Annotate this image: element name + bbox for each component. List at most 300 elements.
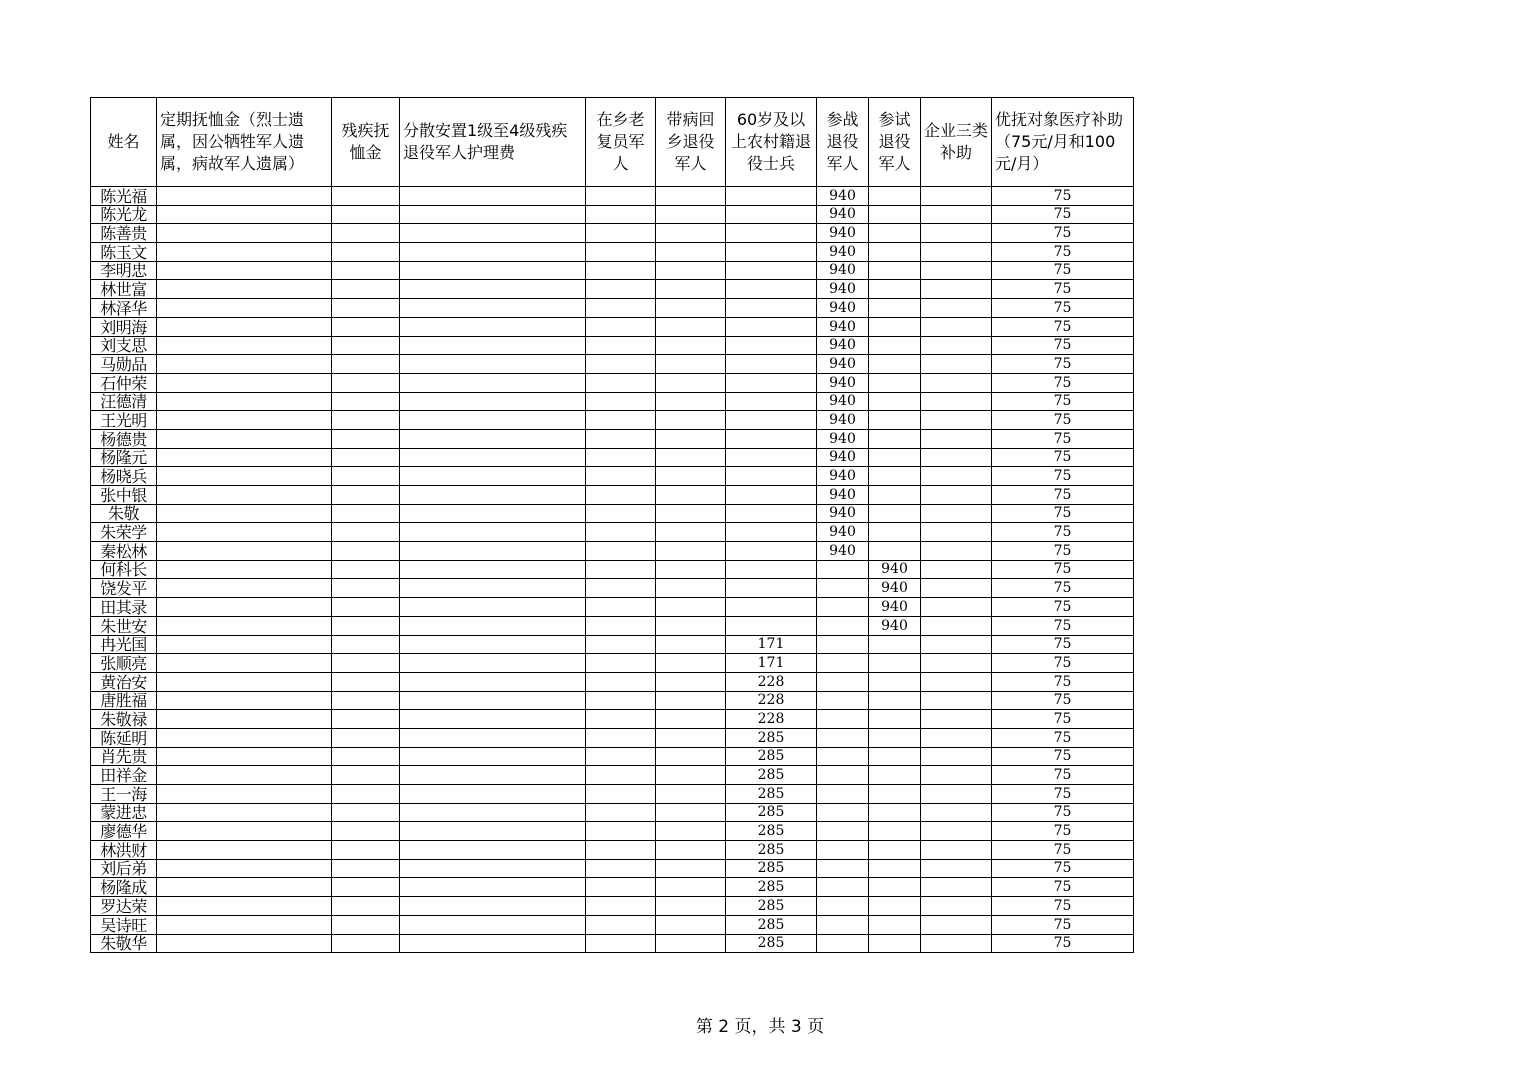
cell-periodic-pension bbox=[157, 560, 332, 579]
cell-periodic-pension bbox=[157, 243, 332, 262]
cell-illness-veteran bbox=[656, 523, 726, 542]
cell-enterprise-subsidy bbox=[921, 841, 992, 860]
cell-veteran-rural bbox=[586, 710, 656, 729]
cell-combat-veteran bbox=[817, 598, 869, 617]
cell-test-veteran bbox=[869, 448, 921, 467]
cell-medical-subsidy: 75 bbox=[992, 355, 1134, 374]
table-row bbox=[91, 822, 1134, 841]
cell-medical-subsidy: 75 bbox=[992, 560, 1134, 579]
cell-combat-veteran: 940 bbox=[817, 261, 869, 280]
cell-nursing-fee bbox=[400, 822, 586, 841]
cell-illness-veteran bbox=[656, 654, 726, 673]
table-row bbox=[91, 299, 1134, 318]
cell-combat-veteran bbox=[817, 878, 869, 897]
table-row bbox=[91, 467, 1134, 486]
header-row bbox=[91, 98, 1134, 187]
cell-veteran-rural bbox=[586, 523, 656, 542]
cell-enterprise-subsidy bbox=[921, 243, 992, 262]
person-name-cell: 吴诗旺 bbox=[91, 915, 157, 934]
cell-nursing-fee bbox=[400, 560, 586, 579]
cell-rural-soldier-60 bbox=[726, 504, 817, 523]
cell-medical-subsidy: 75 bbox=[992, 429, 1134, 448]
cell-periodic-pension bbox=[157, 691, 332, 710]
cell-combat-veteran bbox=[817, 841, 869, 860]
table-row bbox=[91, 523, 1134, 542]
cell-test-veteran bbox=[869, 523, 921, 542]
cell-veteran-rural bbox=[586, 467, 656, 486]
cell-combat-veteran bbox=[817, 560, 869, 579]
cell-combat-veteran bbox=[817, 691, 869, 710]
cell-rural-soldier-60 bbox=[726, 373, 817, 392]
cell-medical-subsidy: 75 bbox=[992, 654, 1134, 673]
cell-medical-subsidy: 75 bbox=[992, 187, 1134, 206]
cell-medical-subsidy: 75 bbox=[992, 710, 1134, 729]
cell-nursing-fee bbox=[400, 467, 586, 486]
cell-veteran-rural bbox=[586, 299, 656, 318]
cell-test-veteran bbox=[869, 504, 921, 523]
cell-enterprise-subsidy bbox=[921, 224, 992, 243]
cell-rural-soldier-60 bbox=[726, 467, 817, 486]
cell-disability-pension bbox=[332, 822, 400, 841]
cell-medical-subsidy: 75 bbox=[992, 411, 1134, 430]
cell-combat-veteran bbox=[817, 803, 869, 822]
cell-periodic-pension bbox=[157, 224, 332, 243]
person-name-cell: 杨晓兵 bbox=[91, 467, 157, 486]
cell-nursing-fee bbox=[400, 429, 586, 448]
cell-test-veteran bbox=[869, 859, 921, 878]
cell-medical-subsidy: 75 bbox=[992, 261, 1134, 280]
cell-test-veteran bbox=[869, 261, 921, 280]
cell-medical-subsidy: 75 bbox=[992, 859, 1134, 878]
cell-enterprise-subsidy bbox=[921, 766, 992, 785]
cell-enterprise-subsidy bbox=[921, 205, 992, 224]
table-row bbox=[91, 317, 1134, 336]
cell-test-veteran bbox=[869, 373, 921, 392]
cell-periodic-pension bbox=[157, 598, 332, 617]
cell-test-veteran bbox=[869, 224, 921, 243]
cell-periodic-pension bbox=[157, 392, 332, 411]
cell-test-veteran bbox=[869, 392, 921, 411]
cell-veteran-rural bbox=[586, 635, 656, 654]
cell-test-veteran bbox=[869, 822, 921, 841]
cell-disability-pension bbox=[332, 728, 400, 747]
cell-veteran-rural bbox=[586, 280, 656, 299]
cell-illness-veteran bbox=[656, 785, 726, 804]
cell-periodic-pension bbox=[157, 859, 332, 878]
cell-disability-pension bbox=[332, 654, 400, 673]
person-name-cell: 田祥金 bbox=[91, 766, 157, 785]
cell-illness-veteran bbox=[656, 504, 726, 523]
cell-nursing-fee bbox=[400, 486, 586, 505]
cell-test-veteran bbox=[869, 728, 921, 747]
person-name-cell: 杨德贵 bbox=[91, 429, 157, 448]
cell-periodic-pension bbox=[157, 803, 332, 822]
cell-disability-pension bbox=[332, 486, 400, 505]
cell-rural-soldier-60 bbox=[726, 392, 817, 411]
cell-medical-subsidy: 75 bbox=[992, 747, 1134, 766]
table-row bbox=[91, 187, 1134, 206]
cell-disability-pension bbox=[332, 448, 400, 467]
cell-combat-veteran bbox=[817, 934, 869, 953]
cell-nursing-fee bbox=[400, 504, 586, 523]
cell-medical-subsidy: 75 bbox=[992, 280, 1134, 299]
cell-enterprise-subsidy bbox=[921, 822, 992, 841]
cell-periodic-pension bbox=[157, 205, 332, 224]
cell-rural-soldier-60: 285 bbox=[726, 747, 817, 766]
cell-periodic-pension bbox=[157, 373, 332, 392]
cell-enterprise-subsidy bbox=[921, 299, 992, 318]
cell-illness-veteran bbox=[656, 747, 726, 766]
cell-enterprise-subsidy bbox=[921, 373, 992, 392]
cell-enterprise-subsidy bbox=[921, 542, 992, 561]
cell-test-veteran bbox=[869, 635, 921, 654]
table-row bbox=[91, 224, 1134, 243]
person-name-cell: 朱世安 bbox=[91, 616, 157, 635]
cell-illness-veteran bbox=[656, 672, 726, 691]
cell-disability-pension bbox=[332, 523, 400, 542]
cell-combat-veteran: 940 bbox=[817, 448, 869, 467]
cell-combat-veteran: 940 bbox=[817, 467, 869, 486]
cell-disability-pension bbox=[332, 616, 400, 635]
cell-disability-pension bbox=[332, 934, 400, 953]
cell-periodic-pension bbox=[157, 280, 332, 299]
cell-disability-pension bbox=[332, 205, 400, 224]
cell-combat-veteran bbox=[817, 766, 869, 785]
page-number: 第 2 页，共 3 页 bbox=[695, 1017, 825, 1037]
person-name-cell: 唐胜福 bbox=[91, 691, 157, 710]
cell-combat-veteran bbox=[817, 616, 869, 635]
table-row bbox=[91, 728, 1134, 747]
cell-veteran-rural bbox=[586, 747, 656, 766]
cell-enterprise-subsidy bbox=[921, 803, 992, 822]
cell-enterprise-subsidy bbox=[921, 635, 992, 654]
cell-disability-pension bbox=[332, 766, 400, 785]
cell-illness-veteran bbox=[656, 392, 726, 411]
cell-disability-pension bbox=[332, 373, 400, 392]
cell-test-veteran: 940 bbox=[869, 598, 921, 617]
table-row bbox=[91, 691, 1134, 710]
person-name-cell: 刘后弟 bbox=[91, 859, 157, 878]
cell-medical-subsidy: 75 bbox=[992, 542, 1134, 561]
table-row bbox=[91, 280, 1134, 299]
cell-enterprise-subsidy bbox=[921, 934, 992, 953]
cell-illness-veteran bbox=[656, 224, 726, 243]
person-name-cell: 王光明 bbox=[91, 411, 157, 430]
cell-illness-veteran bbox=[656, 859, 726, 878]
cell-nursing-fee bbox=[400, 355, 586, 374]
cell-enterprise-subsidy bbox=[921, 261, 992, 280]
cell-illness-veteran bbox=[656, 803, 726, 822]
cell-rural-soldier-60: 285 bbox=[726, 878, 817, 897]
cell-enterprise-subsidy bbox=[921, 560, 992, 579]
cell-medical-subsidy: 75 bbox=[992, 598, 1134, 617]
cell-rural-soldier-60 bbox=[726, 243, 817, 262]
cell-test-veteran bbox=[869, 915, 921, 934]
person-name-cell: 冉光国 bbox=[91, 635, 157, 654]
cell-periodic-pension bbox=[157, 336, 332, 355]
cell-combat-veteran bbox=[817, 579, 869, 598]
cell-illness-veteran bbox=[656, 579, 726, 598]
cell-disability-pension bbox=[332, 672, 400, 691]
cell-enterprise-subsidy bbox=[921, 392, 992, 411]
cell-nursing-fee bbox=[400, 710, 586, 729]
benefits-table bbox=[90, 97, 1134, 953]
cell-test-veteran bbox=[869, 878, 921, 897]
cell-medical-subsidy: 75 bbox=[992, 504, 1134, 523]
column-header-test-veteran: 参试退役军人 bbox=[869, 98, 921, 187]
cell-medical-subsidy: 75 bbox=[992, 635, 1134, 654]
cell-nursing-fee bbox=[400, 317, 586, 336]
cell-nursing-fee bbox=[400, 598, 586, 617]
cell-rural-soldier-60 bbox=[726, 523, 817, 542]
cell-periodic-pension bbox=[157, 841, 332, 860]
cell-illness-veteran bbox=[656, 691, 726, 710]
column-header-periodic-pension: 定期抚恤金（烈士遗属，因公牺牲军人遗属，病故军人遗属） bbox=[157, 98, 332, 187]
cell-veteran-rural bbox=[586, 654, 656, 673]
cell-periodic-pension bbox=[157, 448, 332, 467]
person-name-cell: 陈光福 bbox=[91, 187, 157, 206]
cell-illness-veteran bbox=[656, 280, 726, 299]
person-name-cell: 刘明海 bbox=[91, 317, 157, 336]
cell-veteran-rural bbox=[586, 766, 656, 785]
cell-test-veteran: 940 bbox=[869, 560, 921, 579]
person-name-cell: 廖德华 bbox=[91, 822, 157, 841]
cell-veteran-rural bbox=[586, 691, 656, 710]
person-name-cell: 朱敬禄 bbox=[91, 710, 157, 729]
cell-veteran-rural bbox=[586, 243, 656, 262]
cell-enterprise-subsidy bbox=[921, 616, 992, 635]
table-row bbox=[91, 579, 1134, 598]
cell-test-veteran: 940 bbox=[869, 579, 921, 598]
cell-enterprise-subsidy bbox=[921, 878, 992, 897]
cell-periodic-pension bbox=[157, 355, 332, 374]
cell-nursing-fee bbox=[400, 766, 586, 785]
person-name-cell: 石仲荣 bbox=[91, 373, 157, 392]
cell-enterprise-subsidy bbox=[921, 654, 992, 673]
cell-veteran-rural bbox=[586, 841, 656, 860]
cell-disability-pension bbox=[332, 224, 400, 243]
cell-nursing-fee bbox=[400, 635, 586, 654]
person-name-cell: 林世富 bbox=[91, 280, 157, 299]
cell-disability-pension bbox=[332, 710, 400, 729]
cell-enterprise-subsidy bbox=[921, 747, 992, 766]
person-name-cell: 罗达荣 bbox=[91, 897, 157, 916]
cell-combat-veteran: 940 bbox=[817, 373, 869, 392]
person-name-cell: 朱敬 bbox=[91, 504, 157, 523]
cell-nursing-fee bbox=[400, 897, 586, 916]
cell-periodic-pension bbox=[157, 299, 332, 318]
cell-periodic-pension bbox=[157, 934, 332, 953]
cell-combat-veteran bbox=[817, 672, 869, 691]
cell-veteran-rural bbox=[586, 486, 656, 505]
cell-disability-pension bbox=[332, 579, 400, 598]
cell-medical-subsidy: 75 bbox=[992, 841, 1134, 860]
cell-test-veteran bbox=[869, 411, 921, 430]
person-name-cell: 刘支思 bbox=[91, 336, 157, 355]
cell-enterprise-subsidy bbox=[921, 523, 992, 542]
cell-rural-soldier-60: 285 bbox=[726, 785, 817, 804]
column-header-rural-soldier-60: 60岁及以上农村籍退役士兵 bbox=[726, 98, 817, 187]
cell-enterprise-subsidy bbox=[921, 672, 992, 691]
cell-medical-subsidy: 75 bbox=[992, 205, 1134, 224]
cell-test-veteran bbox=[869, 299, 921, 318]
cell-illness-veteran bbox=[656, 878, 726, 897]
cell-rural-soldier-60: 171 bbox=[726, 654, 817, 673]
cell-enterprise-subsidy bbox=[921, 710, 992, 729]
cell-illness-veteran bbox=[656, 355, 726, 374]
cell-rural-soldier-60 bbox=[726, 224, 817, 243]
cell-veteran-rural bbox=[586, 336, 656, 355]
person-name-cell: 陈善贵 bbox=[91, 224, 157, 243]
cell-illness-veteran bbox=[656, 841, 726, 860]
cell-illness-veteran bbox=[656, 897, 726, 916]
cell-disability-pension bbox=[332, 299, 400, 318]
cell-illness-veteran bbox=[656, 915, 726, 934]
cell-rural-soldier-60 bbox=[726, 411, 817, 430]
table-row bbox=[91, 336, 1134, 355]
cell-medical-subsidy: 75 bbox=[992, 523, 1134, 542]
table-row bbox=[91, 785, 1134, 804]
cell-rural-soldier-60 bbox=[726, 598, 817, 617]
cell-periodic-pension bbox=[157, 710, 332, 729]
cell-disability-pension bbox=[332, 317, 400, 336]
table-row bbox=[91, 448, 1134, 467]
cell-combat-veteran: 940 bbox=[817, 187, 869, 206]
cell-combat-veteran: 940 bbox=[817, 504, 869, 523]
cell-periodic-pension bbox=[157, 915, 332, 934]
cell-combat-veteran bbox=[817, 915, 869, 934]
cell-periodic-pension bbox=[157, 261, 332, 280]
cell-enterprise-subsidy bbox=[921, 280, 992, 299]
cell-disability-pension bbox=[332, 187, 400, 206]
cell-enterprise-subsidy bbox=[921, 691, 992, 710]
table-row bbox=[91, 542, 1134, 561]
cell-rural-soldier-60: 285 bbox=[726, 841, 817, 860]
cell-medical-subsidy: 75 bbox=[992, 691, 1134, 710]
cell-combat-veteran bbox=[817, 635, 869, 654]
cell-enterprise-subsidy bbox=[921, 486, 992, 505]
cell-nursing-fee bbox=[400, 785, 586, 804]
person-name-cell: 蒙进忠 bbox=[91, 803, 157, 822]
cell-veteran-rural bbox=[586, 542, 656, 561]
cell-medical-subsidy: 75 bbox=[992, 373, 1134, 392]
table-row bbox=[91, 355, 1134, 374]
cell-illness-veteran bbox=[656, 299, 726, 318]
cell-enterprise-subsidy bbox=[921, 467, 992, 486]
cell-test-veteran bbox=[869, 934, 921, 953]
column-header-name: 姓名 bbox=[91, 98, 157, 187]
cell-combat-veteran: 940 bbox=[817, 542, 869, 561]
cell-rural-soldier-60 bbox=[726, 205, 817, 224]
cell-rural-soldier-60: 228 bbox=[726, 710, 817, 729]
cell-veteran-rural bbox=[586, 261, 656, 280]
person-name-cell: 马勋品 bbox=[91, 355, 157, 374]
cell-veteran-rural bbox=[586, 616, 656, 635]
person-name-cell: 朱敬华 bbox=[91, 934, 157, 953]
cell-combat-veteran: 940 bbox=[817, 205, 869, 224]
cell-nursing-fee bbox=[400, 261, 586, 280]
cell-illness-veteran bbox=[656, 261, 726, 280]
cell-illness-veteran bbox=[656, 616, 726, 635]
cell-periodic-pension bbox=[157, 635, 332, 654]
person-name-cell: 肖先贵 bbox=[91, 747, 157, 766]
cell-test-veteran bbox=[869, 691, 921, 710]
cell-medical-subsidy: 75 bbox=[992, 448, 1134, 467]
cell-test-veteran bbox=[869, 429, 921, 448]
cell-disability-pension bbox=[332, 841, 400, 860]
cell-rural-soldier-60: 285 bbox=[726, 915, 817, 934]
cell-nursing-fee bbox=[400, 579, 586, 598]
cell-illness-veteran bbox=[656, 448, 726, 467]
cell-illness-veteran bbox=[656, 934, 726, 953]
cell-rural-soldier-60 bbox=[726, 579, 817, 598]
cell-disability-pension bbox=[332, 392, 400, 411]
table-row bbox=[91, 710, 1134, 729]
table-row bbox=[91, 205, 1134, 224]
cell-nursing-fee bbox=[400, 691, 586, 710]
cell-veteran-rural bbox=[586, 317, 656, 336]
cell-rural-soldier-60 bbox=[726, 448, 817, 467]
cell-periodic-pension bbox=[157, 523, 332, 542]
cell-test-veteran bbox=[869, 355, 921, 374]
cell-veteran-rural bbox=[586, 560, 656, 579]
cell-medical-subsidy: 75 bbox=[992, 672, 1134, 691]
cell-test-veteran bbox=[869, 803, 921, 822]
cell-periodic-pension bbox=[157, 766, 332, 785]
cell-rural-soldier-60 bbox=[726, 336, 817, 355]
table-row bbox=[91, 504, 1134, 523]
cell-nursing-fee bbox=[400, 934, 586, 953]
table-row bbox=[91, 243, 1134, 262]
cell-test-veteran bbox=[869, 467, 921, 486]
cell-disability-pension bbox=[332, 803, 400, 822]
cell-test-veteran bbox=[869, 243, 921, 262]
table-row bbox=[91, 654, 1134, 673]
cell-combat-veteran: 940 bbox=[817, 486, 869, 505]
cell-nursing-fee bbox=[400, 280, 586, 299]
cell-rural-soldier-60: 285 bbox=[726, 822, 817, 841]
cell-disability-pension bbox=[332, 878, 400, 897]
cell-combat-veteran: 940 bbox=[817, 523, 869, 542]
table-row bbox=[91, 841, 1134, 860]
cell-rural-soldier-60 bbox=[726, 616, 817, 635]
cell-veteran-rural bbox=[586, 579, 656, 598]
cell-test-veteran bbox=[869, 672, 921, 691]
cell-nursing-fee bbox=[400, 728, 586, 747]
cell-illness-veteran bbox=[656, 336, 726, 355]
cell-test-veteran bbox=[869, 785, 921, 804]
cell-veteran-rural bbox=[586, 803, 656, 822]
cell-nursing-fee bbox=[400, 205, 586, 224]
cell-nursing-fee bbox=[400, 859, 586, 878]
person-name-cell: 何科长 bbox=[91, 560, 157, 579]
cell-veteran-rural bbox=[586, 598, 656, 617]
cell-rural-soldier-60: 171 bbox=[726, 635, 817, 654]
cell-enterprise-subsidy bbox=[921, 859, 992, 878]
cell-illness-veteran bbox=[656, 822, 726, 841]
cell-veteran-rural bbox=[586, 373, 656, 392]
cell-nursing-fee bbox=[400, 616, 586, 635]
table-row bbox=[91, 560, 1134, 579]
cell-periodic-pension bbox=[157, 504, 332, 523]
person-name-cell: 田其录 bbox=[91, 598, 157, 617]
cell-nursing-fee bbox=[400, 392, 586, 411]
cell-combat-veteran bbox=[817, 785, 869, 804]
cell-medical-subsidy: 75 bbox=[992, 467, 1134, 486]
cell-test-veteran bbox=[869, 317, 921, 336]
cell-combat-veteran: 940 bbox=[817, 224, 869, 243]
table-row bbox=[91, 766, 1134, 785]
